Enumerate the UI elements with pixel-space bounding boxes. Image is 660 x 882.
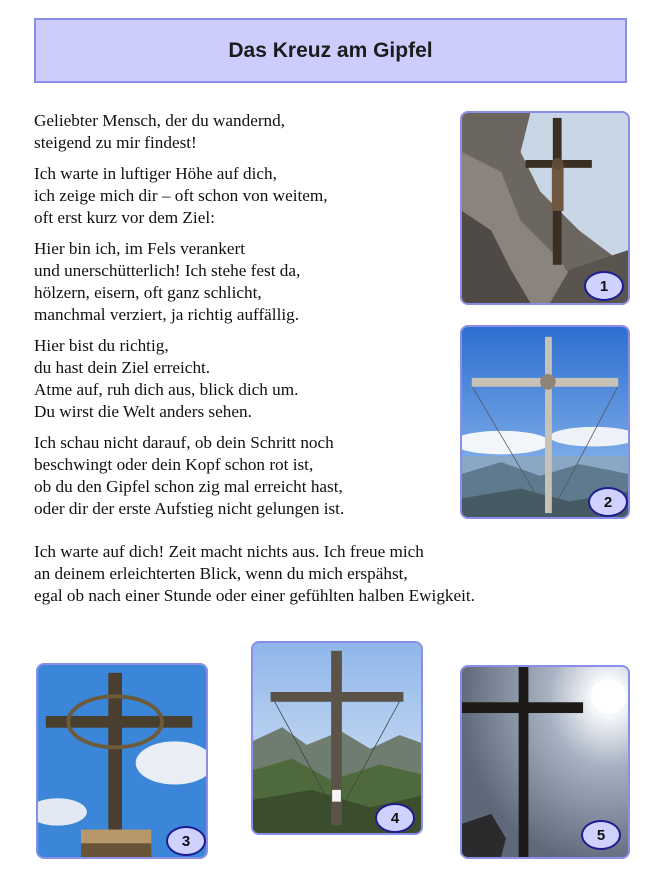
stanza-1 [34,110,454,154]
poem-line: Ich warte auf dich! Zeit macht nichts aus. Ich freue mich [34,542,424,561]
poem [34,110,454,529]
poem-line: Hier bin ich, im Fels verankert [34,239,245,258]
poem-line: oder dir der erste Aufstieg nicht gelungen ist. [34,499,345,518]
photo-number-badge: 2 [588,487,628,517]
photo-5 [460,665,630,859]
photo-2 [460,325,630,519]
poem-line: ich zeige mich dir – oft schon von weitem, [34,186,328,205]
photo-4 [251,641,423,835]
poem-line: Du wirst die Welt anders sehen. [34,402,252,421]
poem-line: hölzern, eisern, oft ganz schlicht, [34,283,262,302]
page-title: Das Kreuz am Gipfel [228,38,433,62]
photo-3 [36,663,208,859]
poem-line: und unerschütterlich! Ich stehe fest da, [34,261,301,280]
stanza-5 [34,432,454,520]
stanza-4 [34,335,454,423]
photo-number-badge: 4 [375,803,415,833]
poem-line: an deinem erleichterten Blick, wenn du mich erspähst, [34,564,408,583]
poem-line: Hier bist du richtig, [34,336,169,355]
poem-line: egal ob nach einer Stunde oder einer gefühlten halben Ewigkeit. [34,586,475,605]
photo-1 [460,111,630,305]
poem-line: Geliebter Mensch, der du wandernd, [34,111,286,130]
poem-line: oft erst kurz vor dem Ziel: [34,208,215,227]
photo-number-badge: 3 [166,826,206,856]
photo-number-badge: 1 [584,271,624,301]
poem-line: Ich schau nicht darauf, ob dein Schritt noch [34,433,334,452]
poem-line: manchmal verziert, ja richtig auffällig. [34,305,300,324]
poem-line: steigend zu mir findest! [34,133,197,152]
stanza-3 [34,238,454,326]
photo-number-badge: 5 [581,820,621,850]
poem-line: ob du den Gipfel schon zig mal erreicht hast, [34,477,343,496]
poem-line: du hast dein Ziel erreicht. [34,358,211,377]
title-box [34,18,627,83]
stanza-6 [34,541,634,607]
poem-line: Atme auf, ruh dich aus, blick dich um. [34,380,299,399]
poem-line: Ich warte in luftiger Höhe auf dich, [34,164,277,183]
poem-line: beschwingt oder dein Kopf schon rot ist, [34,455,314,474]
stanza-2 [34,163,454,229]
